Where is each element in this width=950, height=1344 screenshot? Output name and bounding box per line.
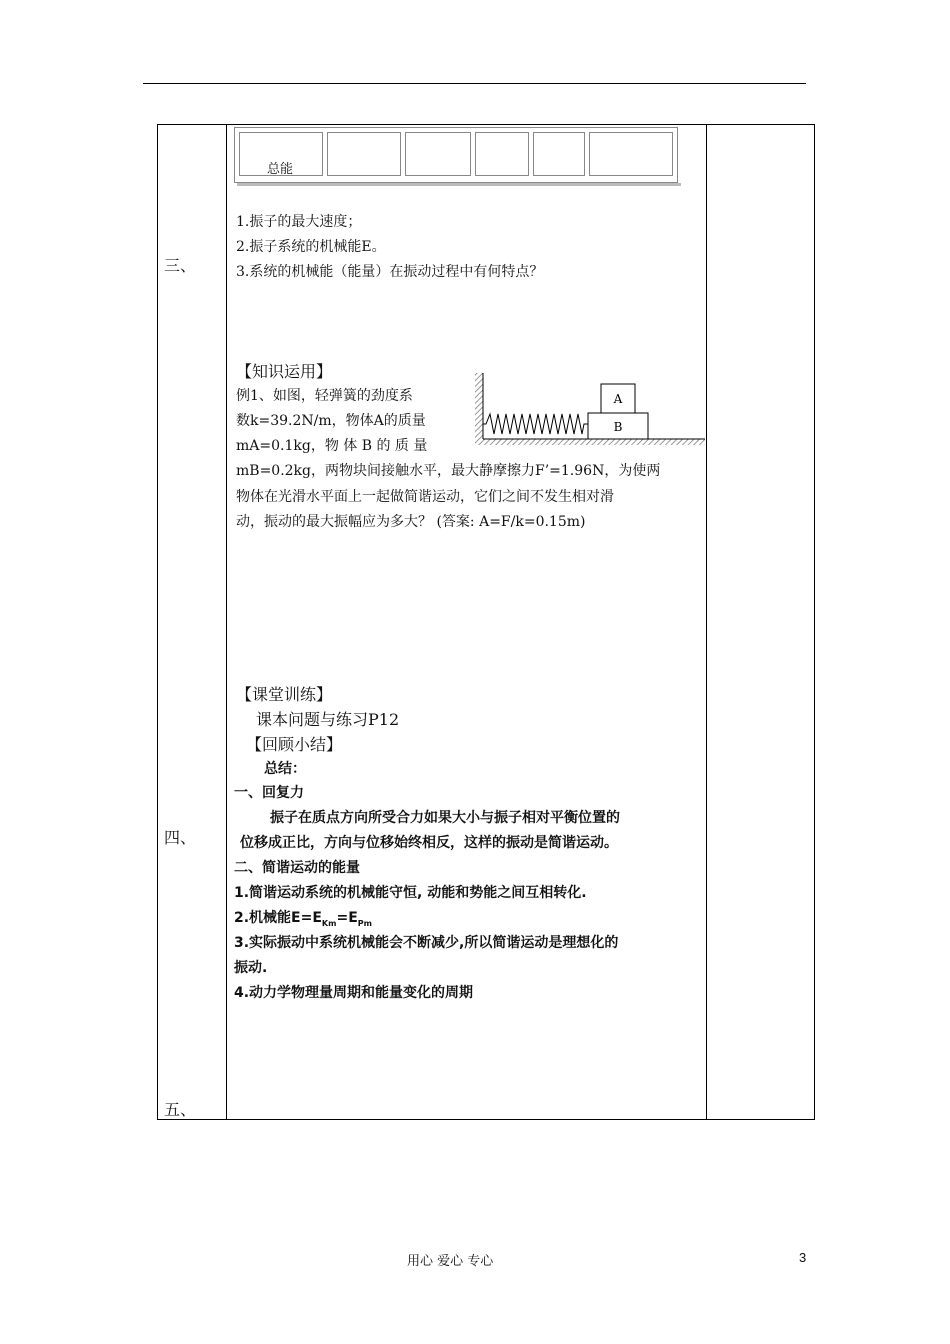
section-label-san: 三、 [164, 256, 197, 275]
summary-point-2-prefix: 2.机械能E=E [234, 910, 322, 926]
energy-table-cell [589, 132, 673, 176]
practice-item: 课本问题与练习P12 [256, 710, 400, 729]
lesson-table [157, 124, 815, 1120]
column-divider-right [706, 125, 707, 1119]
header-rule [143, 83, 806, 84]
column-divider-left [226, 125, 227, 1119]
spring [483, 414, 588, 434]
section-label-wu: 五、 [164, 1100, 197, 1119]
example-line-4: mB=0.2kg，两物块间接触水平，最大静摩擦力F’=1.96N，为使两 [236, 463, 661, 479]
example-line-1: 例1、如图，轻弹簧的劲度系 [236, 388, 413, 404]
example-line-5: 物体在光滑水平面上一起做简谐运动，它们之间不发生相对滑 [236, 489, 614, 505]
example-line-6: 动，振动的最大振幅应为多大？ (答案: A=F/k=0.15m) [236, 514, 586, 530]
example-line-3: mA=0.1kg，物 体 B 的 质 量 [236, 438, 428, 454]
practice-heading: 【课堂训练】 [236, 685, 333, 704]
question-3: 3.系统的机械能（能量）在振动过程中有何特点？ [236, 264, 544, 280]
example-line-2: 数k=39.2N/m，物体A的质量 [236, 413, 426, 429]
page-number: 3 [799, 1250, 807, 1265]
block-a-label: A [613, 392, 623, 406]
footer-motto: 用心 爱心 专心 [407, 1254, 494, 1269]
summary-point-2-mid: =E [336, 910, 358, 926]
spring-block-diagram [458, 369, 708, 451]
summary-label: 总结： [264, 761, 306, 777]
summary-section-1-title: 一、回复力 [234, 785, 304, 801]
energy-table-cell [533, 132, 585, 176]
summary-point-3-line-1: 3.实际振动中系统机械能会不断减少,所以简谐运动是理想化的 [234, 935, 619, 951]
section-label-si: 四、 [164, 828, 197, 847]
energy-table-cell [475, 132, 529, 176]
summary-point-2-sub-pm: Pm [357, 918, 372, 928]
summary-point-1: 1.简谐运动系统的机械能守恒, 动能和势能之间互相转化. [234, 885, 587, 901]
energy-table-cell [405, 132, 471, 176]
question-2: 2.振子系统的机械能E。 [236, 239, 386, 255]
floor [483, 439, 705, 445]
review-heading: 【回顾小结】 [246, 735, 343, 754]
energy-table-shadow [237, 183, 681, 186]
summary-point-2-sub-km: Km [321, 918, 337, 928]
summary-section-1-line-2: 位移成正比，方向与位移始终相反，这样的振动是简谐运动。 [240, 835, 618, 851]
wall [475, 373, 483, 445]
summary-section-2-title: 二、简谐运动的能量 [234, 860, 360, 876]
summary-point-4: 4.动力学物理量周期和能量变化的周期 [234, 985, 474, 1001]
summary-point-3-line-2: 振动. [234, 960, 268, 976]
summary-point-2 [234, 907, 372, 928]
block-b-label: B [613, 420, 623, 434]
energy-table [234, 127, 678, 183]
energy-table-cell [327, 132, 401, 176]
energy-table-row-label: 总能 [267, 162, 294, 177]
summary-section-1-line-1: 振子在质点方向所受合力如果大小与振子相对平衡位置的 [270, 810, 620, 826]
question-1: 1.振子的最大速度； [236, 214, 362, 230]
knowledge-heading: 【知识运用】 [236, 362, 333, 381]
